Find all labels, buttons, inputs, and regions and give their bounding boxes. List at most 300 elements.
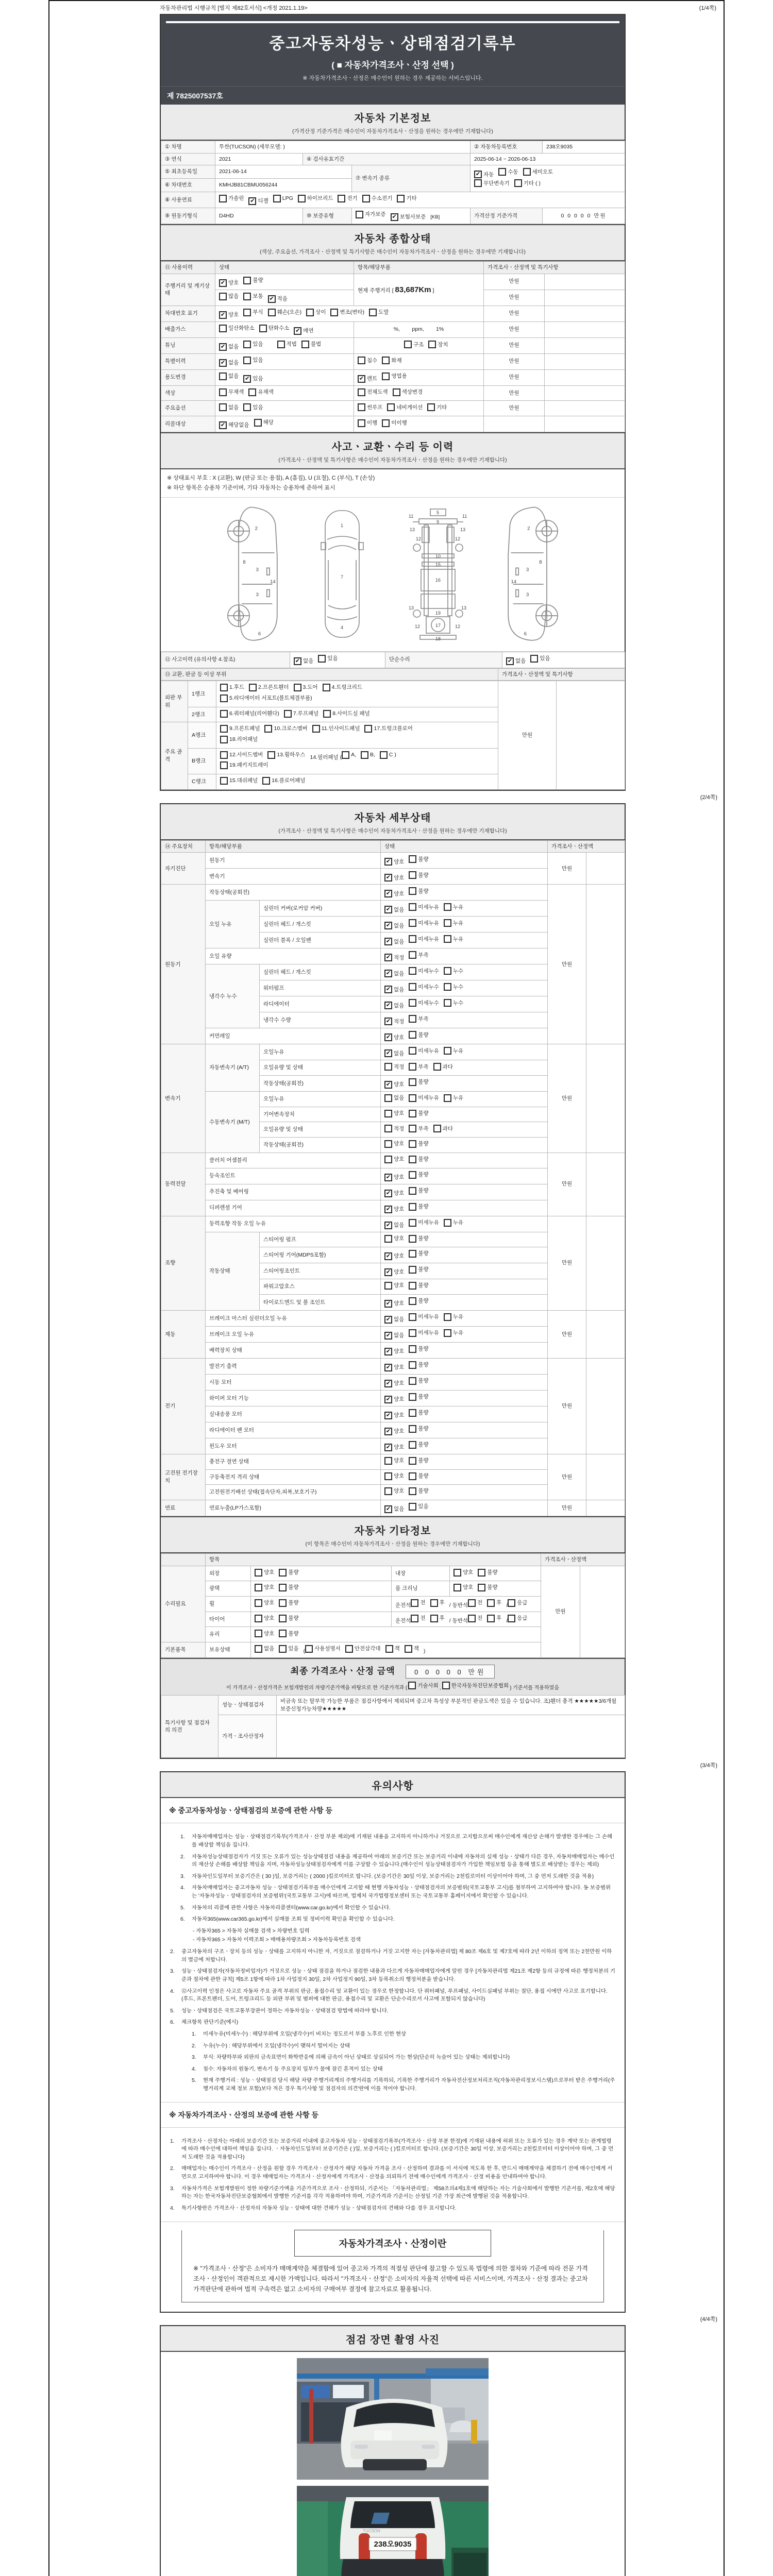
unchecked-box-icon <box>409 919 416 927</box>
model-badge-text: TUCSON <box>363 2528 380 2533</box>
checkbox <box>220 736 258 743</box>
checkbox <box>364 725 412 733</box>
checkbox <box>384 890 404 897</box>
table-row <box>161 321 625 337</box>
cell: KMHJB81CBMU056244 <box>215 179 352 192</box>
unchecked-box-icon <box>219 388 227 396</box>
checkbox <box>409 1393 428 1401</box>
final-price-label: 최종 가격조사ㆍ산정 금액 <box>290 1666 395 1676</box>
cell: %, ppm, 1% <box>354 321 484 337</box>
checkbox <box>409 1282 428 1290</box>
unchecked-box-icon <box>444 935 451 943</box>
checkbox <box>498 168 518 176</box>
notice-item-text: 성능ㆍ상태점검자(자동차정비업자)가 거짓으로 성능ㆍ상태 점검을 하거나 점검한 내용과 다르게 자동차매매업자에게 알린 경우 [자동차관리법 제21조 제2항 등의 규정에 따른 행정처분의 기준과 절차에 관한 규칙] 제5조 1항에 따라 1차 사업정지 30일, 2차 사업정지 90일, 3차 등록취소의 행정처분을 받습니다. <box>181 1969 615 1982</box>
document-number: 제 7825007537호 <box>161 86 625 105</box>
checkbox <box>444 903 463 911</box>
svg-text:6: 6 <box>258 631 261 637</box>
checked-box-icon: ✔ <box>384 890 392 897</box>
checked-box-icon: ✔ <box>384 1033 392 1041</box>
checkbox-label: 있음 <box>288 1646 299 1652</box>
cell <box>381 885 548 901</box>
table-row <box>161 262 625 274</box>
unchecked-box-icon <box>409 855 416 863</box>
checkbox-label: 누유 <box>452 1219 464 1226</box>
cell: 실린더 커버(로커암 커버) <box>260 901 381 917</box>
checkbox-label: 후 <box>439 1615 445 1621</box>
cell <box>215 337 354 353</box>
checkbox <box>409 951 428 959</box>
unchecked-box-icon <box>220 761 228 769</box>
panel-rank-table <box>161 681 625 790</box>
cell: 오일유량 및 상태 <box>260 1060 381 1076</box>
unchecked-box-icon <box>279 1615 287 1622</box>
checkbox-label: 없음 <box>394 1050 405 1057</box>
checkbox-label: 양호 <box>394 1253 405 1260</box>
checkbox <box>409 1078 428 1086</box>
checkbox-label: 2.프론트휀더 <box>258 684 289 691</box>
cell: 오일 유량 <box>206 948 381 964</box>
checkbox <box>393 388 423 396</box>
checked-box-icon: ✔ <box>384 1380 392 1387</box>
unchecked-box-icon <box>342 751 349 759</box>
unchecked-box-icon <box>294 684 301 691</box>
cell: 2랭크 <box>188 707 216 722</box>
checked-box-icon: ✔ <box>384 1348 392 1355</box>
text: ( <box>303 1648 306 1655</box>
cell: 만원 <box>484 369 545 385</box>
unchecked-box-icon <box>338 195 345 202</box>
checkbox-label: 양호 <box>394 1235 405 1242</box>
checkbox-label: 양호 <box>394 1488 405 1495</box>
car-top-view-diagram <box>304 503 381 645</box>
checkbox-label: 부족 <box>418 952 429 958</box>
cell <box>216 707 498 722</box>
checkbox-label: 적정 <box>394 1018 405 1025</box>
checkbox-label: 디젤 <box>258 198 268 205</box>
notice-subitem-text: 미세누유(미세누수) : 해당부위에 오일(냉각수)이 비치는 정도로서 부품 노후로 인한 현상 <box>203 2031 407 2037</box>
checkbox <box>323 684 362 691</box>
checkbox-label: 양호 <box>394 1300 405 1307</box>
cell: 타이어 <box>206 1612 251 1627</box>
checkbox-label: 응급 <box>517 1600 528 1606</box>
checkbox <box>358 403 382 411</box>
checkbox <box>409 1047 439 1055</box>
checkbox-label: 전 <box>420 1615 426 1621</box>
notice-item-text: 자동차의 리콜에 관한 사항은 자동차리콜센터(www.car.go.kr)에서 확인할 수 있습니다. <box>192 1905 391 1911</box>
cell <box>381 1454 548 1469</box>
checkbox <box>427 403 447 411</box>
checkbox-label: 7.루프패널 <box>293 710 319 717</box>
checkbox <box>358 388 388 396</box>
checkbox <box>409 1094 439 1102</box>
table-row <box>161 1715 625 1758</box>
unchecked-box-icon <box>468 1599 476 1607</box>
svg-text:18: 18 <box>435 636 441 641</box>
cell: 변속기 <box>161 1044 206 1153</box>
checkbox-label: 누유 <box>452 1047 464 1054</box>
text: / 동반석 <box>449 1602 468 1608</box>
cell: 238오9035 <box>543 141 625 154</box>
unchecked-box-icon <box>409 1203 416 1211</box>
cell <box>381 1406 548 1422</box>
checkbox-label: 적정 <box>394 954 405 961</box>
checked-box-icon: ✔ <box>358 375 365 383</box>
checkbox <box>220 725 260 733</box>
cell: 특기사항 및 점검자의 의견 <box>161 1696 219 1758</box>
checkbox-label: 장치 <box>438 341 448 348</box>
checked-box-icon: ✔ <box>384 1316 392 1324</box>
notice-item <box>180 1833 615 1849</box>
cell: 특별이력 <box>161 353 215 369</box>
checkbox <box>382 357 401 364</box>
checkbox-label: 불량 <box>418 1079 429 1086</box>
unchecked-box-icon <box>255 1630 262 1637</box>
svg-text:12: 12 <box>455 536 461 541</box>
cell: 내장 <box>392 1566 450 1581</box>
checked-box-icon: ✔ <box>384 922 392 929</box>
checkbox-label: 불량 <box>418 1171 429 1178</box>
checkbox-label: 불량 <box>288 1600 299 1606</box>
checkbox <box>384 1412 404 1419</box>
cell: 0 0 0 0 0 만원 <box>543 208 625 224</box>
checkbox <box>380 751 396 759</box>
checkbox <box>384 1206 404 1213</box>
car-damage-diagrams <box>161 498 625 652</box>
unchecked-box-icon <box>409 1140 416 1148</box>
checked-box-icon: ✔ <box>384 1222 392 1229</box>
notice-item-text: 자동차매매업자는 성능ㆍ상태점검기록부(가격조사ㆍ산정 부분 제외)에 기재된 내용을 고지하지 아니하거나 거짓으로 고지함으로써 매수인에게 재산상 손해가 발생한 경우에는 그 손해를 배상할 책임을 집니다. <box>192 1834 612 1848</box>
notice-item-number: 5. <box>170 2008 175 2014</box>
notice-item <box>180 1916 615 1924</box>
checkbox <box>243 293 263 300</box>
checkbox <box>444 1313 463 1321</box>
text: 운전석 <box>395 1602 411 1608</box>
notice-item-number: 6. <box>180 1917 185 1923</box>
cell: 가격조사ㆍ산정액 <box>548 840 625 853</box>
cell: 작동상태(공회전) <box>260 1138 381 1153</box>
cell: 작동상태(공회전) <box>260 1076 381 1092</box>
checkbox <box>219 372 239 380</box>
unchecked-box-icon <box>279 1584 287 1591</box>
svg-text:2: 2 <box>255 526 258 532</box>
unchecked-box-icon <box>220 736 228 743</box>
checkbox <box>384 1002 404 1009</box>
notice-subsection-title-2: ※ 자동차가격조사ㆍ산정의 보증에 관한 사항 등 <box>161 2103 625 2128</box>
checkbox <box>409 1235 428 1243</box>
cell: ⑤ 최초등록일 <box>161 165 215 179</box>
unchecked-box-icon <box>433 1063 441 1071</box>
checkbox <box>453 1569 473 1577</box>
checkbox-label: 없음 <box>228 343 239 350</box>
unchecked-box-icon <box>305 1645 313 1653</box>
checkbox-label: 불량 <box>418 1346 429 1352</box>
cell: 만원 <box>484 306 545 321</box>
unchecked-box-icon <box>262 777 270 785</box>
checkbox <box>514 179 541 187</box>
cell <box>381 1216 548 1232</box>
unchecked-box-icon <box>409 935 416 943</box>
notice-subitem-number: 5. <box>192 2078 196 2084</box>
cell <box>392 1612 541 1627</box>
unchecked-box-icon <box>358 388 365 396</box>
checkbox-label: 누유 <box>452 936 464 942</box>
svg-text:10: 10 <box>435 553 441 559</box>
page-marker-1: (1/4쪽) <box>699 5 716 11</box>
checked-box-icon: ✔ <box>219 343 227 351</box>
unchecked-box-icon <box>312 725 320 733</box>
cell <box>545 290 625 306</box>
cell <box>381 1279 548 1295</box>
unchecked-box-icon <box>409 1110 416 1117</box>
checked-box-icon: ✔ <box>294 327 301 335</box>
checkbox-label: 누수 <box>452 984 464 990</box>
cell <box>381 1044 548 1060</box>
checkbox-label: 불량 <box>418 856 429 862</box>
section-caption: (가격산정 기준가격은 매수인이 자동차가격조사ㆍ산정을 원하는 경우에만 기재합니다) <box>292 128 493 134</box>
notice-item <box>170 2165 615 2181</box>
checked-box-icon: ✔ <box>268 295 276 303</box>
section-caption: (색상, 주요옵션, 가격조사ㆍ산정액 및 특기사항은 매수인이 자동차가격조사ㆍ산정을 원하는 경우에만 기재합니다) <box>260 249 526 256</box>
notice-item-number: 2. <box>180 1854 185 1860</box>
final-price-band <box>161 1658 625 1695</box>
checkbox-label: 화재 <box>391 357 402 364</box>
cell: ⑨ 원동기형식 <box>161 208 215 224</box>
unchecked-box-icon <box>277 341 285 348</box>
unchecked-box-icon <box>508 1615 515 1622</box>
checkbox-label: 미이행 <box>391 419 407 426</box>
unchecked-box-icon <box>444 1094 451 1102</box>
unchecked-box-icon <box>323 684 330 691</box>
cell <box>277 1715 625 1758</box>
unchecked-box-icon <box>409 983 416 991</box>
cell <box>381 1012 548 1028</box>
overall-state-table <box>161 261 625 432</box>
checkbox-label: 안전삼각대 <box>354 1646 381 1652</box>
cell <box>381 1122 548 1138</box>
checkbox-label: 불량 <box>418 1410 429 1416</box>
other-info-table <box>161 1553 625 1658</box>
cell: ② 자동차등록번호 <box>470 141 543 154</box>
law-reference-note: 자동차관리법 시행규칙 [별지 제82호서식] <개정 2021.1.19> <box>160 5 308 11</box>
rank-header-table <box>161 668 625 681</box>
checked-box-icon: ✔ <box>474 171 482 178</box>
notice-item-number: 5. <box>180 1905 185 1911</box>
checkbox <box>409 1187 428 1195</box>
text: 14.필러패널 ( <box>310 754 342 760</box>
checkbox <box>384 1396 404 1403</box>
checkbox <box>249 684 289 691</box>
checkbox-label: 양호 <box>394 1034 405 1041</box>
cell: 만원 <box>548 1044 586 1153</box>
checkbox-label: 양호 <box>394 1156 405 1162</box>
notice-item-number: 4. <box>170 1988 175 1994</box>
checkbox <box>384 1444 404 1451</box>
notice-item <box>170 1968 615 1984</box>
checkbox <box>384 1081 404 1089</box>
checkbox-label: 네비게이션 <box>396 404 423 411</box>
unchecked-box-icon <box>219 325 227 332</box>
checkbox-label: 누유 <box>452 1314 464 1320</box>
notice-subitem <box>192 2030 615 2039</box>
cell <box>484 416 545 432</box>
checkbox-label: 양호 <box>463 1569 474 1575</box>
unchecked-box-icon <box>279 1645 287 1653</box>
notice-item <box>170 2019 615 2027</box>
svg-text:7: 7 <box>341 574 344 580</box>
unchecked-box-icon <box>508 1599 515 1607</box>
cell: 색상 <box>161 385 215 401</box>
checkbox-label: 해당 <box>263 419 274 426</box>
table-row <box>161 1044 625 1060</box>
unchecked-box-icon <box>428 341 436 348</box>
cell: 만원 <box>548 1153 586 1216</box>
checkbox-label: 없음 <box>228 359 239 366</box>
checkbox <box>384 1457 404 1465</box>
checkbox <box>430 1599 445 1607</box>
cell: C랭크 <box>188 774 216 790</box>
table-row <box>161 337 625 353</box>
checkbox-label: 있음 <box>253 375 263 382</box>
cell <box>381 1060 548 1076</box>
checkbox <box>219 325 255 332</box>
checked-box-icon: ✔ <box>384 970 392 977</box>
notice-dash-line: - 자동차365 > 자동차 실매물 검색 > 차량번호 입력 <box>193 1928 310 1934</box>
checkbox <box>409 1156 428 1163</box>
checkbox <box>267 751 305 759</box>
cell: 실린더 헤드 / 개스킷 <box>260 964 381 980</box>
cell: 만원 <box>498 681 557 790</box>
checkbox <box>384 1428 404 1435</box>
unchecked-box-icon <box>243 277 251 284</box>
text: / <box>506 1602 508 1608</box>
cell: 2025-06-14 ~ 2026-06-13 <box>470 153 625 165</box>
notice-item <box>170 2205 615 2213</box>
checkbox-label: 없음 <box>394 938 405 945</box>
notice-item-text: 자동차가격은 보험개발원이 정한 차량기준가액을 기준가격으로 조사ㆍ산정하되, 기준서는 「자동차관리법」 제58조의4제1호에 해당하는 자는 기술사회에서 발행한 기준서를, 제2호에 해당하는 자는 한국자동차진단보증협회에서 발행한 기준서를 각각 적용하여야 하며, 기준가격과 기준서는 산정일 기준 가장 최근에 발행된 것을 적용합니다. <box>181 2185 615 2200</box>
table-row <box>161 1153 625 1168</box>
unchecked-box-icon <box>361 751 368 759</box>
cell <box>354 274 484 306</box>
checked-box-icon: ✔ <box>384 1428 392 1435</box>
cell: 작동상태(공회전) <box>206 885 381 901</box>
unchecked-box-icon <box>318 655 326 663</box>
checkbox-label: 일산화탄소 <box>228 325 255 331</box>
unchecked-box-icon <box>267 751 275 759</box>
checkbox-label: 미세누수 <box>418 984 439 990</box>
checkbox <box>277 341 297 348</box>
svg-text:8: 8 <box>539 559 542 565</box>
checkbox-label: 사용설명서 <box>314 1646 341 1652</box>
cell <box>580 1566 625 1657</box>
unchecked-box-icon <box>409 1487 416 1495</box>
checkbox <box>428 341 448 348</box>
page-marker-3: (3/4쪽) <box>700 1762 717 1769</box>
cell: 만원 <box>548 1358 586 1454</box>
unchecked-box-icon <box>409 1078 416 1086</box>
unchecked-box-icon <box>444 967 451 975</box>
checkbox-label: 양호 <box>394 1110 405 1116</box>
checkbox-label: 없음 <box>394 906 405 913</box>
cell <box>215 290 354 306</box>
checkbox <box>523 168 553 176</box>
table-row <box>161 208 625 224</box>
cell <box>392 1597 541 1612</box>
cell <box>381 1168 548 1184</box>
checked-box-icon: ✔ <box>384 858 392 866</box>
notice-subitem-text: 현재 주행거리 : 성능ㆍ상태점검 당시 해당 차량 주행거리계의 주행거리를 기록하되, 기록한 주행거리가 자동차전산정보처리조직(자동차관리정보시스템)으로부터 받은 주행거리(주행거리계 교체 정보 포함)보다 적은 경우 특기사항 및 점검자의 의견'란에 이를 적어야 합니다. <box>203 2078 615 2092</box>
svg-text:3: 3 <box>256 591 259 598</box>
cell: 가격조사ㆍ산정액 <box>541 1553 625 1566</box>
cell <box>586 1454 625 1500</box>
cell: ⑭ 주요장치 <box>161 840 206 853</box>
unchecked-box-icon <box>427 403 435 411</box>
cell <box>215 306 484 321</box>
svg-text:5: 5 <box>436 510 440 515</box>
checkbox-label: 양호 <box>394 1458 405 1464</box>
cell: 외장 <box>206 1566 251 1581</box>
checkbox-label: 양호 <box>394 858 405 865</box>
checkbox <box>220 777 258 785</box>
unchecked-box-icon <box>219 372 227 380</box>
unchecked-box-icon <box>243 341 251 348</box>
cell <box>381 1107 548 1122</box>
svg-text:8: 8 <box>243 559 246 565</box>
cell: 2021-06-14 <box>215 165 352 179</box>
svg-text:15: 15 <box>435 562 441 567</box>
notice-subitem-number: 1. <box>192 2031 196 2037</box>
checkbox-label: 유채색 <box>258 388 274 395</box>
unchecked-box-icon <box>255 1584 262 1591</box>
unchecked-box-icon <box>468 1615 476 1622</box>
checkbox <box>219 311 239 319</box>
checkbox <box>279 1615 298 1622</box>
unchecked-box-icon <box>409 1472 416 1480</box>
unchecked-box-icon <box>384 1472 392 1480</box>
svg-text:9: 9 <box>436 519 440 524</box>
checkbox-label: 미세누유 <box>418 920 439 926</box>
notice-item-number: 2. <box>170 1949 175 1955</box>
checkbox <box>342 751 356 759</box>
cell: 브레이크 마스터 실린더오일 누유 <box>206 1310 381 1326</box>
checkbox-label: 보험사보증 <box>399 214 426 221</box>
checked-box-icon: ✔ <box>219 311 227 319</box>
notice-item-number: 2. <box>170 2166 175 2172</box>
cell: 충전구 절연 상태 <box>206 1454 381 1469</box>
unchecked-box-icon <box>409 1425 416 1433</box>
checkbox-label: 불량 <box>418 1488 429 1495</box>
cell: ⑦ 변속기 종류 <box>352 165 470 192</box>
cell: ⑫ 사고이력 (유의사항 4.참조) <box>161 652 290 668</box>
checkbox <box>323 710 370 718</box>
checkbox <box>384 938 404 945</box>
checkbox <box>409 1377 428 1385</box>
unchecked-box-icon <box>409 871 416 879</box>
checkbox <box>506 657 526 665</box>
checkbox <box>255 1630 274 1637</box>
cell: 룸 크리닝 <box>392 1581 450 1597</box>
cell: 만원 <box>548 1500 586 1516</box>
checkbox <box>384 922 404 929</box>
checkbox <box>409 871 428 879</box>
checkbox <box>433 1125 453 1132</box>
unchecked-box-icon <box>384 1487 392 1495</box>
checkbox <box>219 388 244 396</box>
unchecked-box-icon <box>249 684 257 691</box>
cell: 만원 <box>484 401 545 416</box>
legend-line-1: ※ 상태표시 부호 : X (교환), W (판금 또는 용접), A (흠집), U (요철), C (부식), T (손상) <box>167 475 375 482</box>
table-row <box>161 681 625 707</box>
checked-box-icon: ✔ <box>384 1018 392 1025</box>
